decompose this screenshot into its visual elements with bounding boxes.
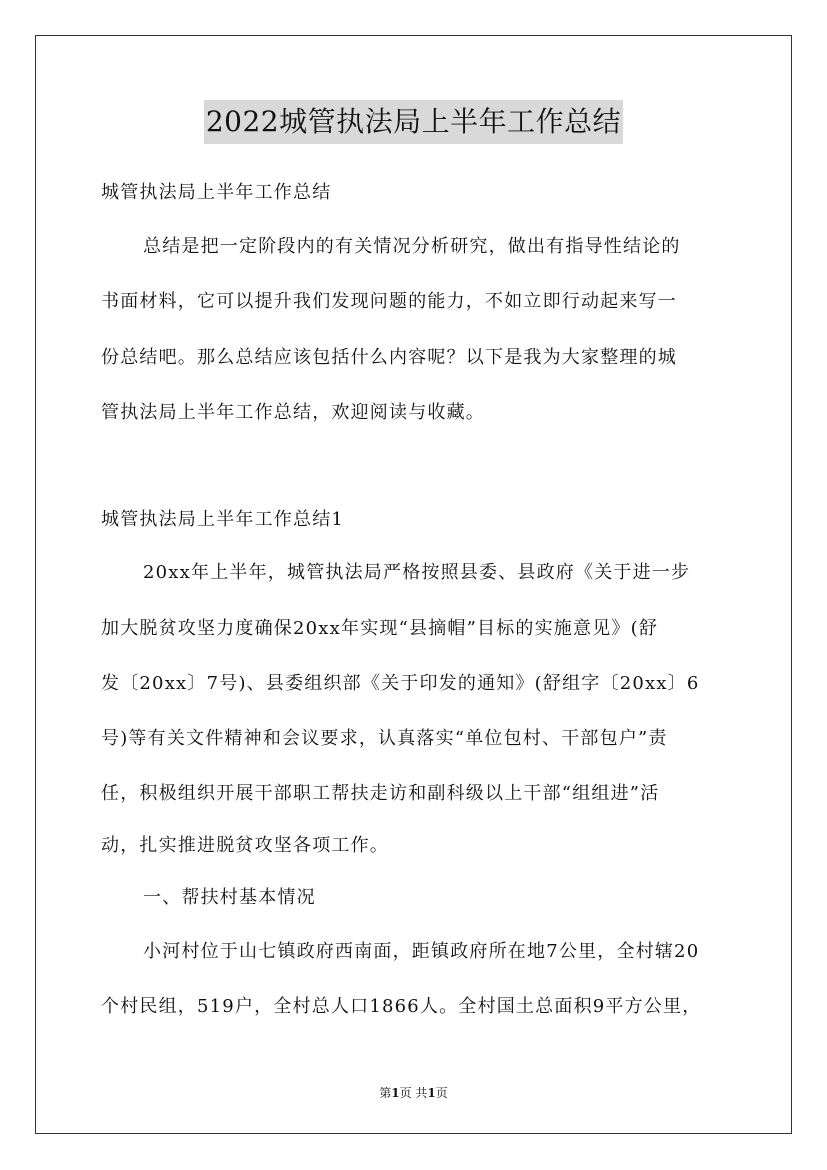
footer-prefix: 第 bbox=[379, 1086, 392, 1100]
document-subtitle: 城管执法局上半年工作总结 bbox=[101, 182, 332, 203]
title-container bbox=[0, 100, 827, 144]
section1-line-3: 发〔20xx〕7号)、县委组织部《关于印发的通知》(舒组字〔20xx〕6 bbox=[101, 673, 700, 694]
intro-line-3: 份总结吧。那么总结应该包括什么内容呢？以下是我为大家整理的城 bbox=[101, 347, 677, 368]
para2-line-1: 小河村位于山七镇政府西南面，距镇政府所在地7公里，全村辖20 bbox=[143, 941, 700, 962]
section1-line-1: 20xx年上半年，城管执法局严格按照县委、县政府《关于进一步 bbox=[143, 562, 691, 583]
footer-page-total: 1 bbox=[427, 1086, 436, 1100]
section1-line-6: 动，扎实推进脱贫攻坚各项工作。 bbox=[101, 835, 389, 856]
footer-suffix: 页 bbox=[435, 1086, 448, 1100]
footer-mid: 页 共 bbox=[399, 1086, 428, 1100]
page-footer bbox=[0, 1083, 827, 1103]
section1-line-2: 加大脱贫攻坚力度确保20xx年实现“县摘帽”目标的实施意见》(舒 bbox=[101, 618, 659, 639]
document-title: 2022城管执法局上半年工作总结 bbox=[204, 100, 623, 144]
intro-line-1: 总结是把一定阶段内的有关情况分析研究，做出有指导性结论的 bbox=[143, 236, 681, 257]
section-heading-1: 城管执法局上半年工作总结1 bbox=[101, 509, 345, 530]
section1-line-4: 号)等有关文件精神和会议要求，认真落实“单位包村、干部包户”责 bbox=[101, 728, 668, 749]
intro-line-4: 管执法局上半年工作总结，欢迎阅读与收藏。 bbox=[101, 402, 485, 423]
footer-page-number: 1 bbox=[391, 1086, 400, 1100]
intro-line-2: 书面材料，它可以提升我们发现问题的能力，不如立即行动起来写一 bbox=[101, 291, 677, 312]
section1-line-5: 任，积极组织开展干部职工帮扶走访和副科级以上干部“组组进”活 bbox=[101, 783, 660, 804]
subheading-1: 一、帮扶村基本情况 bbox=[143, 887, 316, 908]
para2-line-2: 个村民组，519户，全村总人口1866人。全村国土总面积9平方公里， bbox=[101, 996, 702, 1017]
